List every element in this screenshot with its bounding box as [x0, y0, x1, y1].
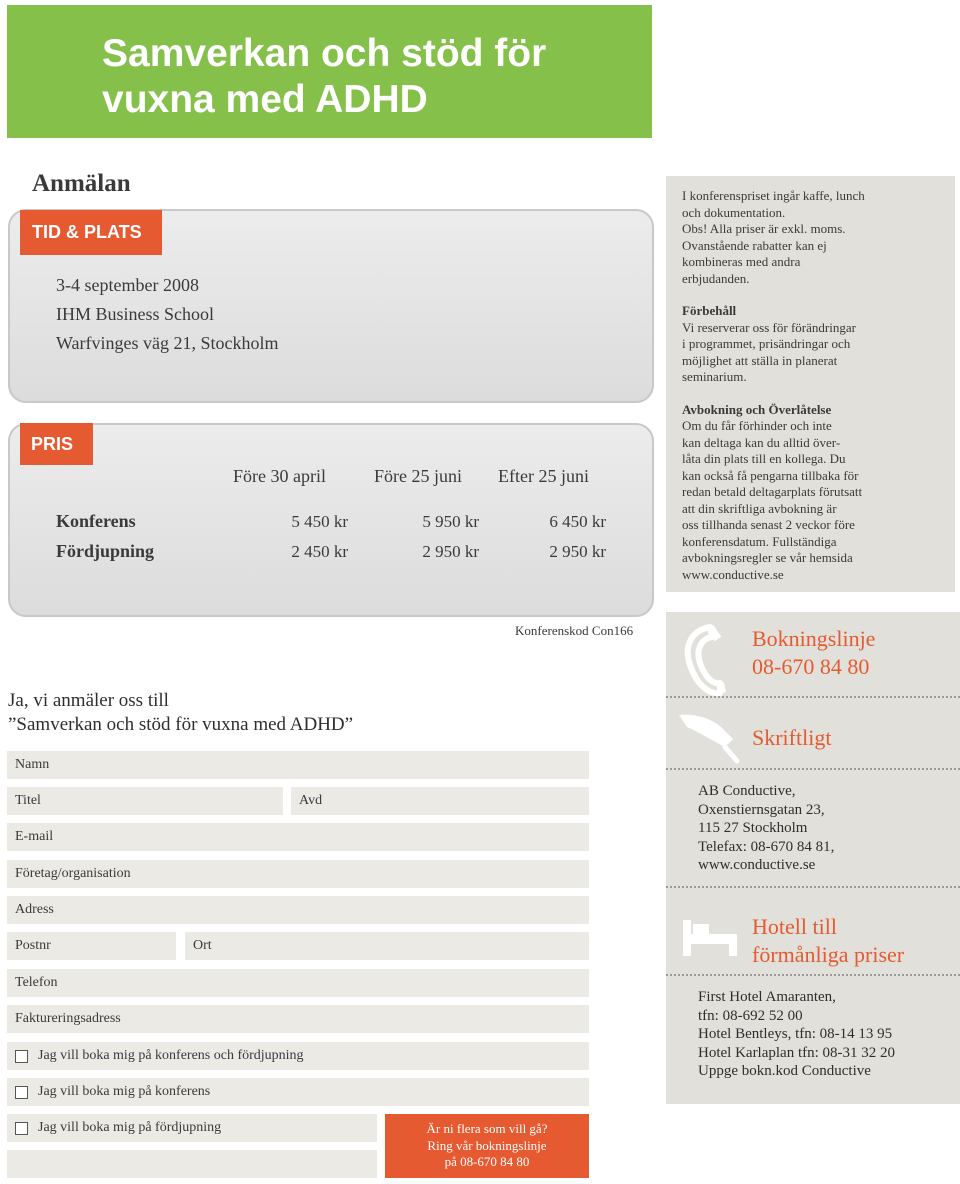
bed-icon: [678, 908, 742, 964]
info-text: oss tillhanda senast 2 veckor före: [682, 517, 855, 532]
hotel-line: tfn: 08-692 52 00: [698, 1007, 803, 1024]
checkbox[interactable]: [15, 1050, 28, 1063]
info-text: i programmet, prisändringar och: [682, 336, 851, 351]
price-cell: 2 950 kr: [549, 542, 606, 561]
address-line: AB Conductive,: [698, 783, 796, 799]
info-text: konferensdatum. Fullständiga: [682, 533, 837, 549]
hotel-line: Hotel Bentleys, tfn: 08-14 13 95: [698, 1026, 893, 1042]
namn-field[interactable]: Namn: [7, 751, 589, 779]
address-line: Telefax: 08-670 84 81,: [698, 838, 835, 855]
avd-field[interactable]: Avd: [291, 787, 589, 815]
info-text: I konferenspriset ingår kaffe, lunch: [682, 188, 865, 203]
divider: [666, 974, 960, 976]
hotel-line: First Hotel Amaranten,: [698, 989, 836, 1005]
info-text: Om du får förhinder och inte: [682, 418, 832, 433]
contact-box: [666, 612, 960, 1104]
info-text: redan betald deltagarplats förutsatt: [682, 484, 863, 499]
form-title-line: Ja, vi anmäler oss till: [8, 690, 169, 711]
address-line: 115 27 Stockholm: [698, 820, 808, 836]
bokningslinje-title: Bokningslinje: [752, 626, 876, 651]
blank-field[interactable]: [7, 1150, 377, 1178]
callout-line: på 08-670 84 80: [444, 1154, 530, 1170]
hotel-line: Hotel Karlaplan tfn: 08-31 32 20: [698, 1044, 896, 1061]
header-banner: [7, 5, 652, 138]
price-column-header: Före 30 april: [233, 466, 326, 486]
price-cell: 6 450 kr: [549, 512, 606, 531]
info-text: Ovanstående rabatter kan ej: [682, 237, 827, 253]
hotell-title: Hotell till: [752, 914, 837, 939]
divider: [666, 886, 960, 888]
bokningslinje-phone[interactable]: 08-670 84 80: [752, 654, 870, 679]
price-cell: 2 450 kr: [291, 542, 348, 561]
info-text: och dokumentation.: [682, 204, 786, 220]
checkbox-label: Jag vill boka mig på fördjupning: [38, 1120, 222, 1135]
website-link[interactable]: www.conductive.se: [682, 566, 784, 582]
email-field[interactable]: E-mail: [7, 823, 589, 851]
tid-plats-tag: TID & PLATS: [20, 210, 162, 255]
avbokning-heading: Avbokning och Överlåtelse: [682, 401, 832, 417]
divider: [666, 768, 960, 770]
faktureringsadress-field[interactable]: Faktureringsadress: [7, 1005, 589, 1033]
page-title: [102, 31, 546, 123]
konferenskod: Konferenskod Con166: [515, 623, 634, 638]
checkbox-fordjupning[interactable]: [7, 1114, 377, 1142]
titel-field[interactable]: Titel: [7, 787, 283, 815]
section-heading-anmalan: Anmälan: [32, 170, 131, 197]
pen-icon: [674, 708, 742, 766]
title-line-1: Samverkan och stöd för: [102, 32, 547, 75]
forbehall-heading: Förbehåll: [682, 303, 737, 318]
hotel-list: [698, 988, 895, 1081]
info-text: kan deltaga kan du alltid över-: [682, 434, 841, 450]
postal-address: [698, 782, 834, 875]
ort-field[interactable]: Ort: [185, 932, 589, 960]
postnr-field[interactable]: Postnr: [7, 932, 176, 960]
group-booking-callout: [385, 1114, 589, 1178]
event-venue: IHM Business School: [56, 304, 215, 324]
info-text: seminarium.: [682, 369, 747, 384]
form-title-line: ”Samverkan och stöd för vuxna med ADHD”: [8, 714, 354, 735]
checkbox-label: Jag vill boka mig på konferens: [38, 1084, 211, 1099]
price-row-label: Fördjupning: [56, 541, 155, 561]
info-text: Obs! Alla priser är exkl. moms.: [682, 221, 846, 236]
callout-line: Är ni flera som vill gå?: [426, 1121, 548, 1137]
divider: [666, 696, 960, 698]
checkbox-label: Jag vill boka mig på konferens och fördjupning: [38, 1048, 304, 1063]
phone-icon: [678, 622, 728, 700]
title-line-2: vuxna med ADHD: [102, 78, 428, 121]
skriftligt-title: Skriftligt: [752, 725, 832, 750]
address-line: Oxenstiernsgatan 23,: [698, 801, 825, 818]
checkbox[interactable]: [15, 1122, 28, 1135]
callout-line: Ring vår bokningslinje: [427, 1137, 547, 1153]
info-text: avbokningsregler se vår hemsida: [682, 550, 853, 565]
foretag-field[interactable]: Företag/organisation: [7, 860, 589, 888]
event-address: Warfvinges väg 21, Stockholm: [56, 333, 279, 353]
hotel-line: Uppge bokn.kod Conductive: [698, 1063, 871, 1079]
info-text: erbjudanden.: [682, 270, 750, 286]
info-text: kombineras med andra: [682, 254, 801, 269]
terms-info-box: [666, 176, 955, 592]
price-cell: 5 450 kr: [291, 512, 348, 531]
telefon-field[interactable]: Telefon: [7, 969, 589, 997]
checkbox-konferens[interactable]: [7, 1078, 589, 1106]
price-cell: 5 950 kr: [422, 512, 479, 531]
price-column-header: Före 25 juni: [374, 466, 462, 486]
info-text: möjlighet att ställa in planerat: [682, 352, 838, 368]
info-text: låta din plats till en kollega. Du: [682, 451, 846, 466]
pris-tag: PRIS: [20, 423, 93, 465]
checkbox[interactable]: [15, 1086, 28, 1099]
hotell-title: förmånliga priser: [752, 942, 905, 967]
price-row-label: Konferens: [56, 511, 136, 531]
checkbox-konferens-fordjupning[interactable]: [7, 1042, 589, 1070]
website-link[interactable]: www.conductive.se: [698, 857, 816, 873]
info-text: kan också få pengarna tillbaka för: [682, 467, 859, 483]
event-date: 3-4 september 2008: [56, 275, 199, 295]
price-cell: 2 950 kr: [422, 542, 479, 561]
form-title: [8, 689, 353, 737]
info-text: Vi reserverar oss för förändringar: [682, 319, 856, 335]
price-column-header: Efter 25 juni: [498, 466, 589, 486]
info-text: att din skriftliga avbokning är: [682, 500, 837, 516]
adress-field[interactable]: Adress: [7, 896, 589, 924]
